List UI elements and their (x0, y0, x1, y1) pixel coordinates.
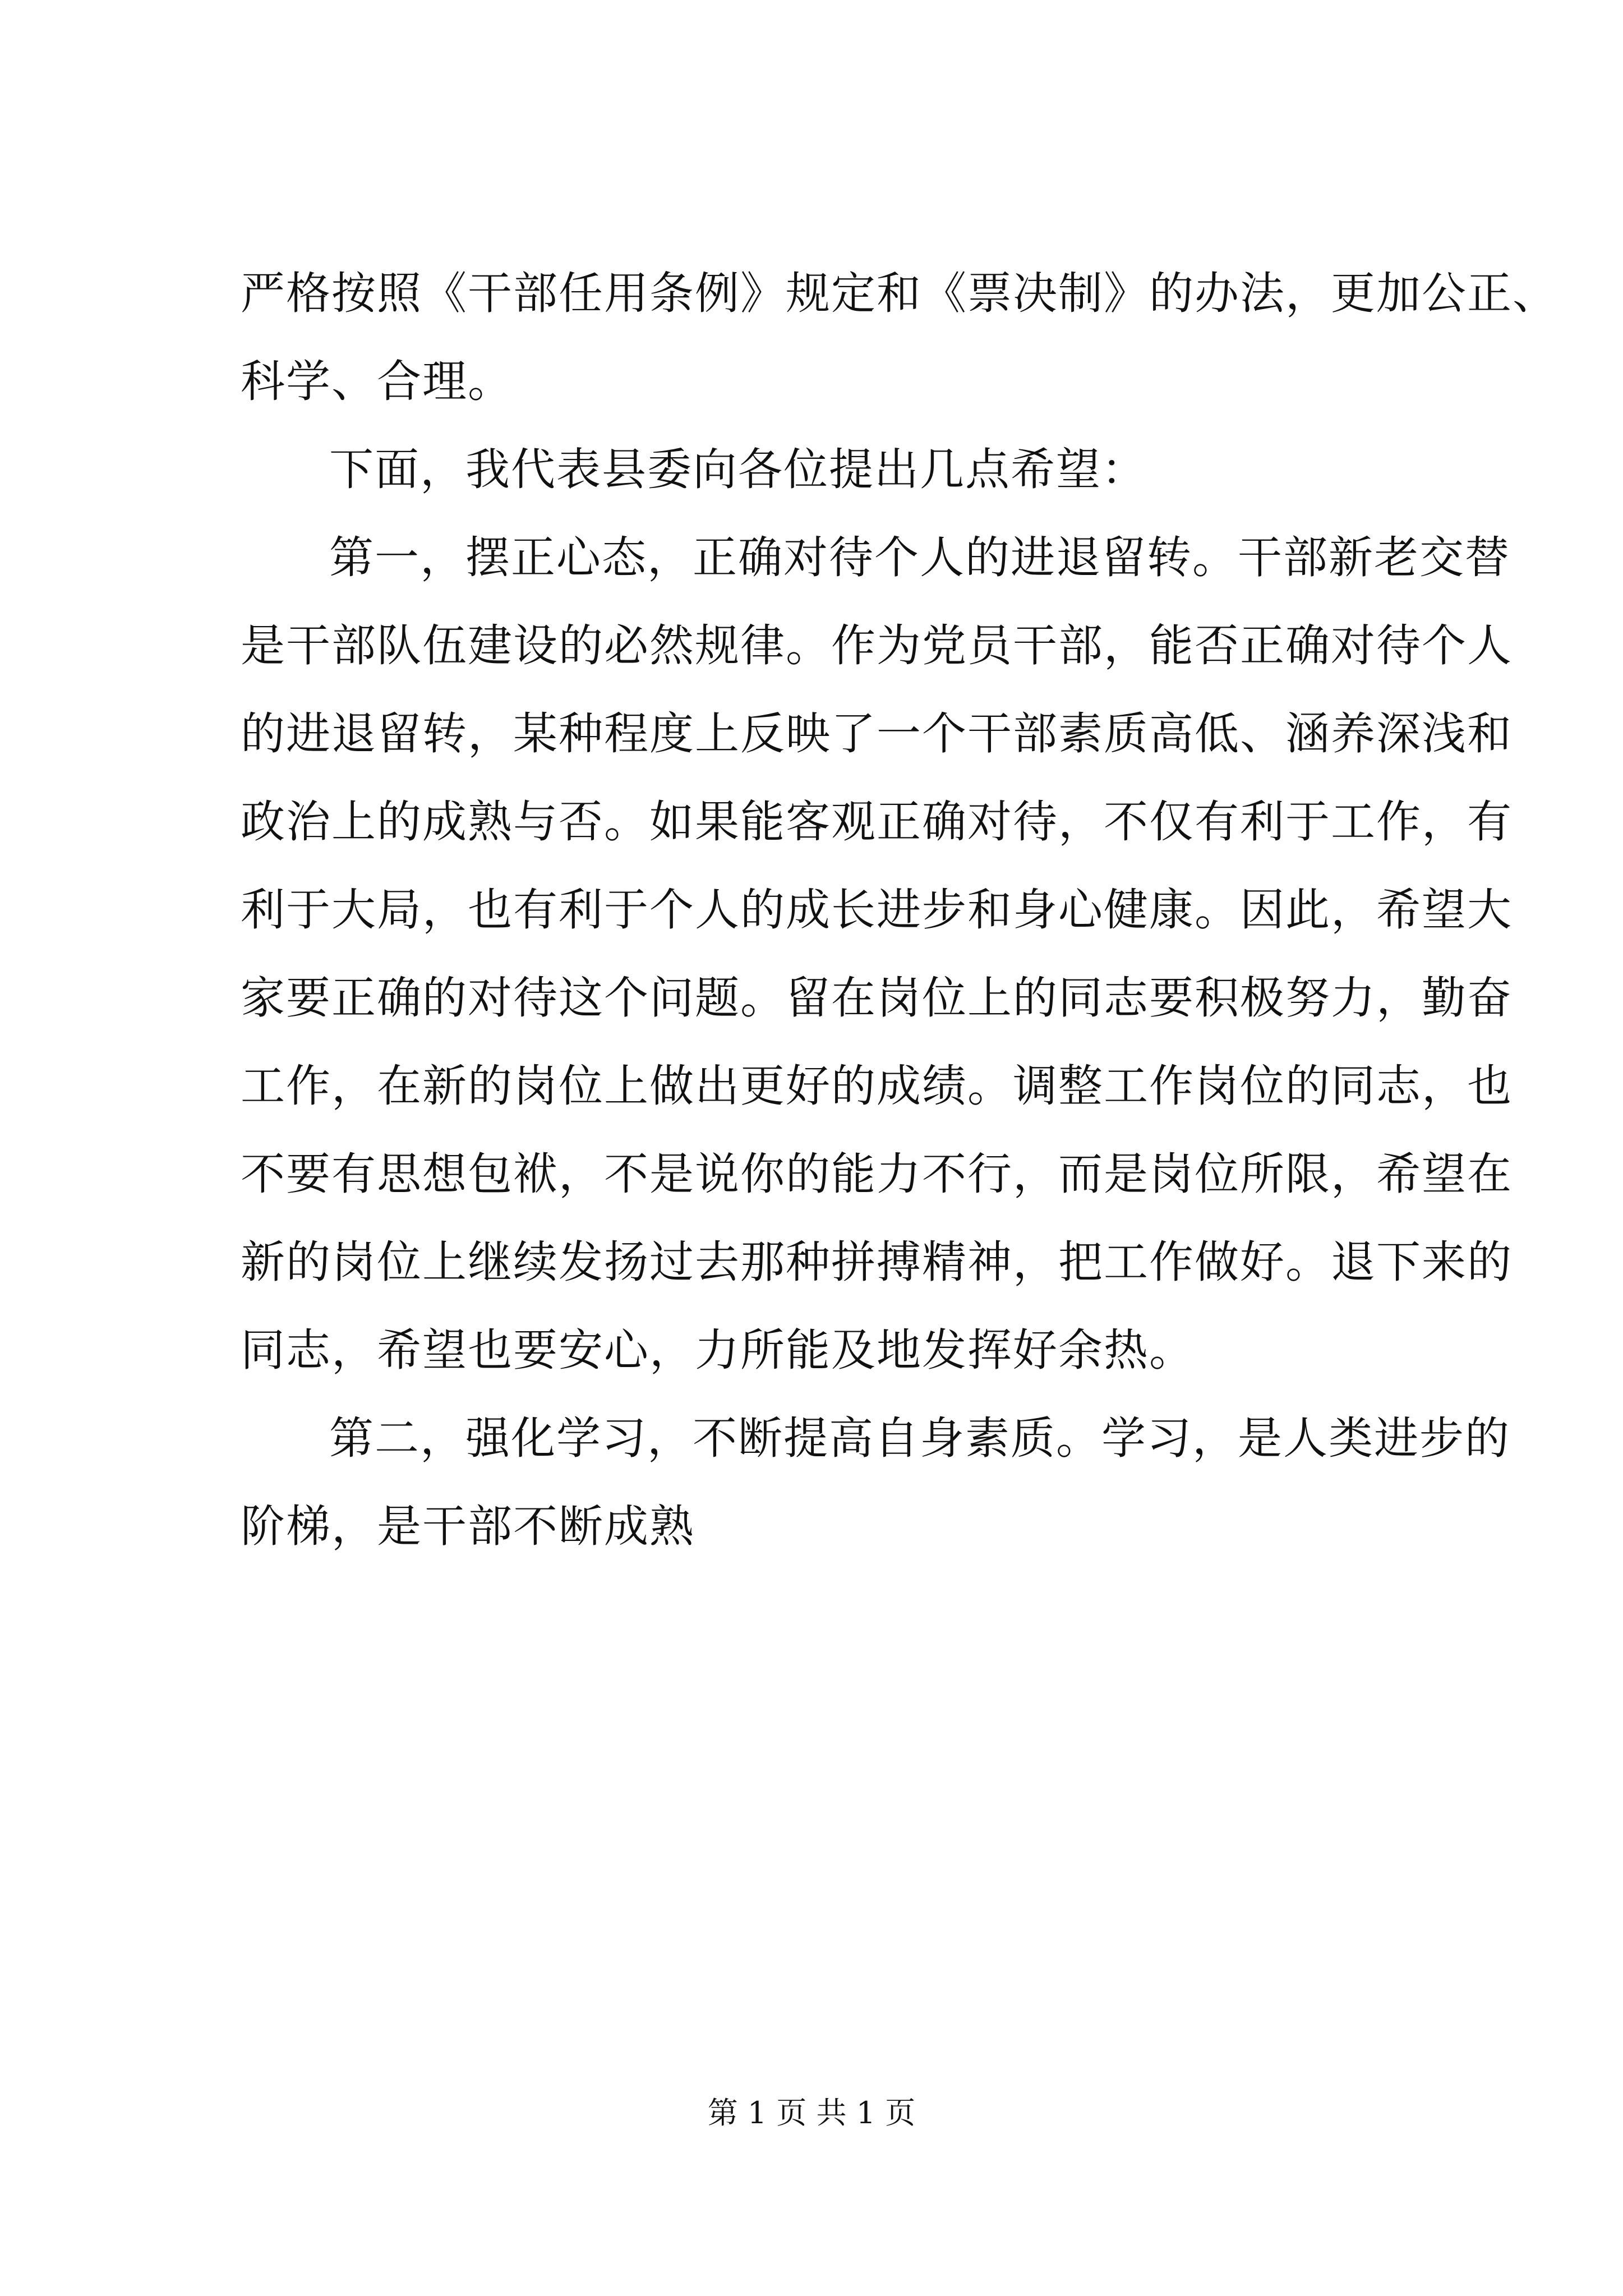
text-line: 工作，在新的岗位上做出更好的成绩。调整工作岗位的同志，也 (241, 1060, 1513, 1112)
text-line: 不要有思想包袱，不是说你的能力不行，而是岗位所限，希望在 (241, 1148, 1513, 1200)
text-line: 下面，我代表县委向各位提出几点希望： (329, 444, 1147, 495)
text-line: 第一，摆正心态，正确对待个人的进退留转。干部新老交替 (329, 532, 1510, 583)
text-line: 新的岗位上继续发扬过去那种拼搏精神，把工作做好。退下来的 (241, 1236, 1513, 1288)
text-line: 严格按照《干部任用条例》规定和《票决制》的办法，更加公正、 (241, 268, 1558, 319)
text-line: 家要正确的对待这个问题。留在岗位上的同志要积极努力，勤奋 (241, 972, 1513, 1024)
text-line: 利于大局，也有利于个人的成长进步和身心健康。因此，希望大 (241, 884, 1513, 936)
page-footer: 第 1 页 共 1 页 (707, 2095, 916, 2131)
text-line: 是干部队伍建设的必然规律。作为党员干部，能否正确对待个人 (241, 620, 1513, 671)
text-line: 阶梯，是干部不断成熟 (241, 1501, 695, 1552)
text-line: 的进退留转，某种程度上反映了一个干部素质高低、涵养深浅和 (241, 708, 1513, 760)
text-line: 同志，希望也要安心，力所能及地发挥好余热。 (241, 1324, 1195, 1376)
text-line: 第二，强化学习，不断提高自身素质。学习，是人类进步的 (329, 1412, 1510, 1464)
text-line: 政治上的成熟与否。如果能客观正确对待，不仅有利于工作，有 (241, 796, 1513, 848)
document-body (241, 250, 1558, 1571)
text-line: 科学、合理。 (241, 356, 513, 407)
